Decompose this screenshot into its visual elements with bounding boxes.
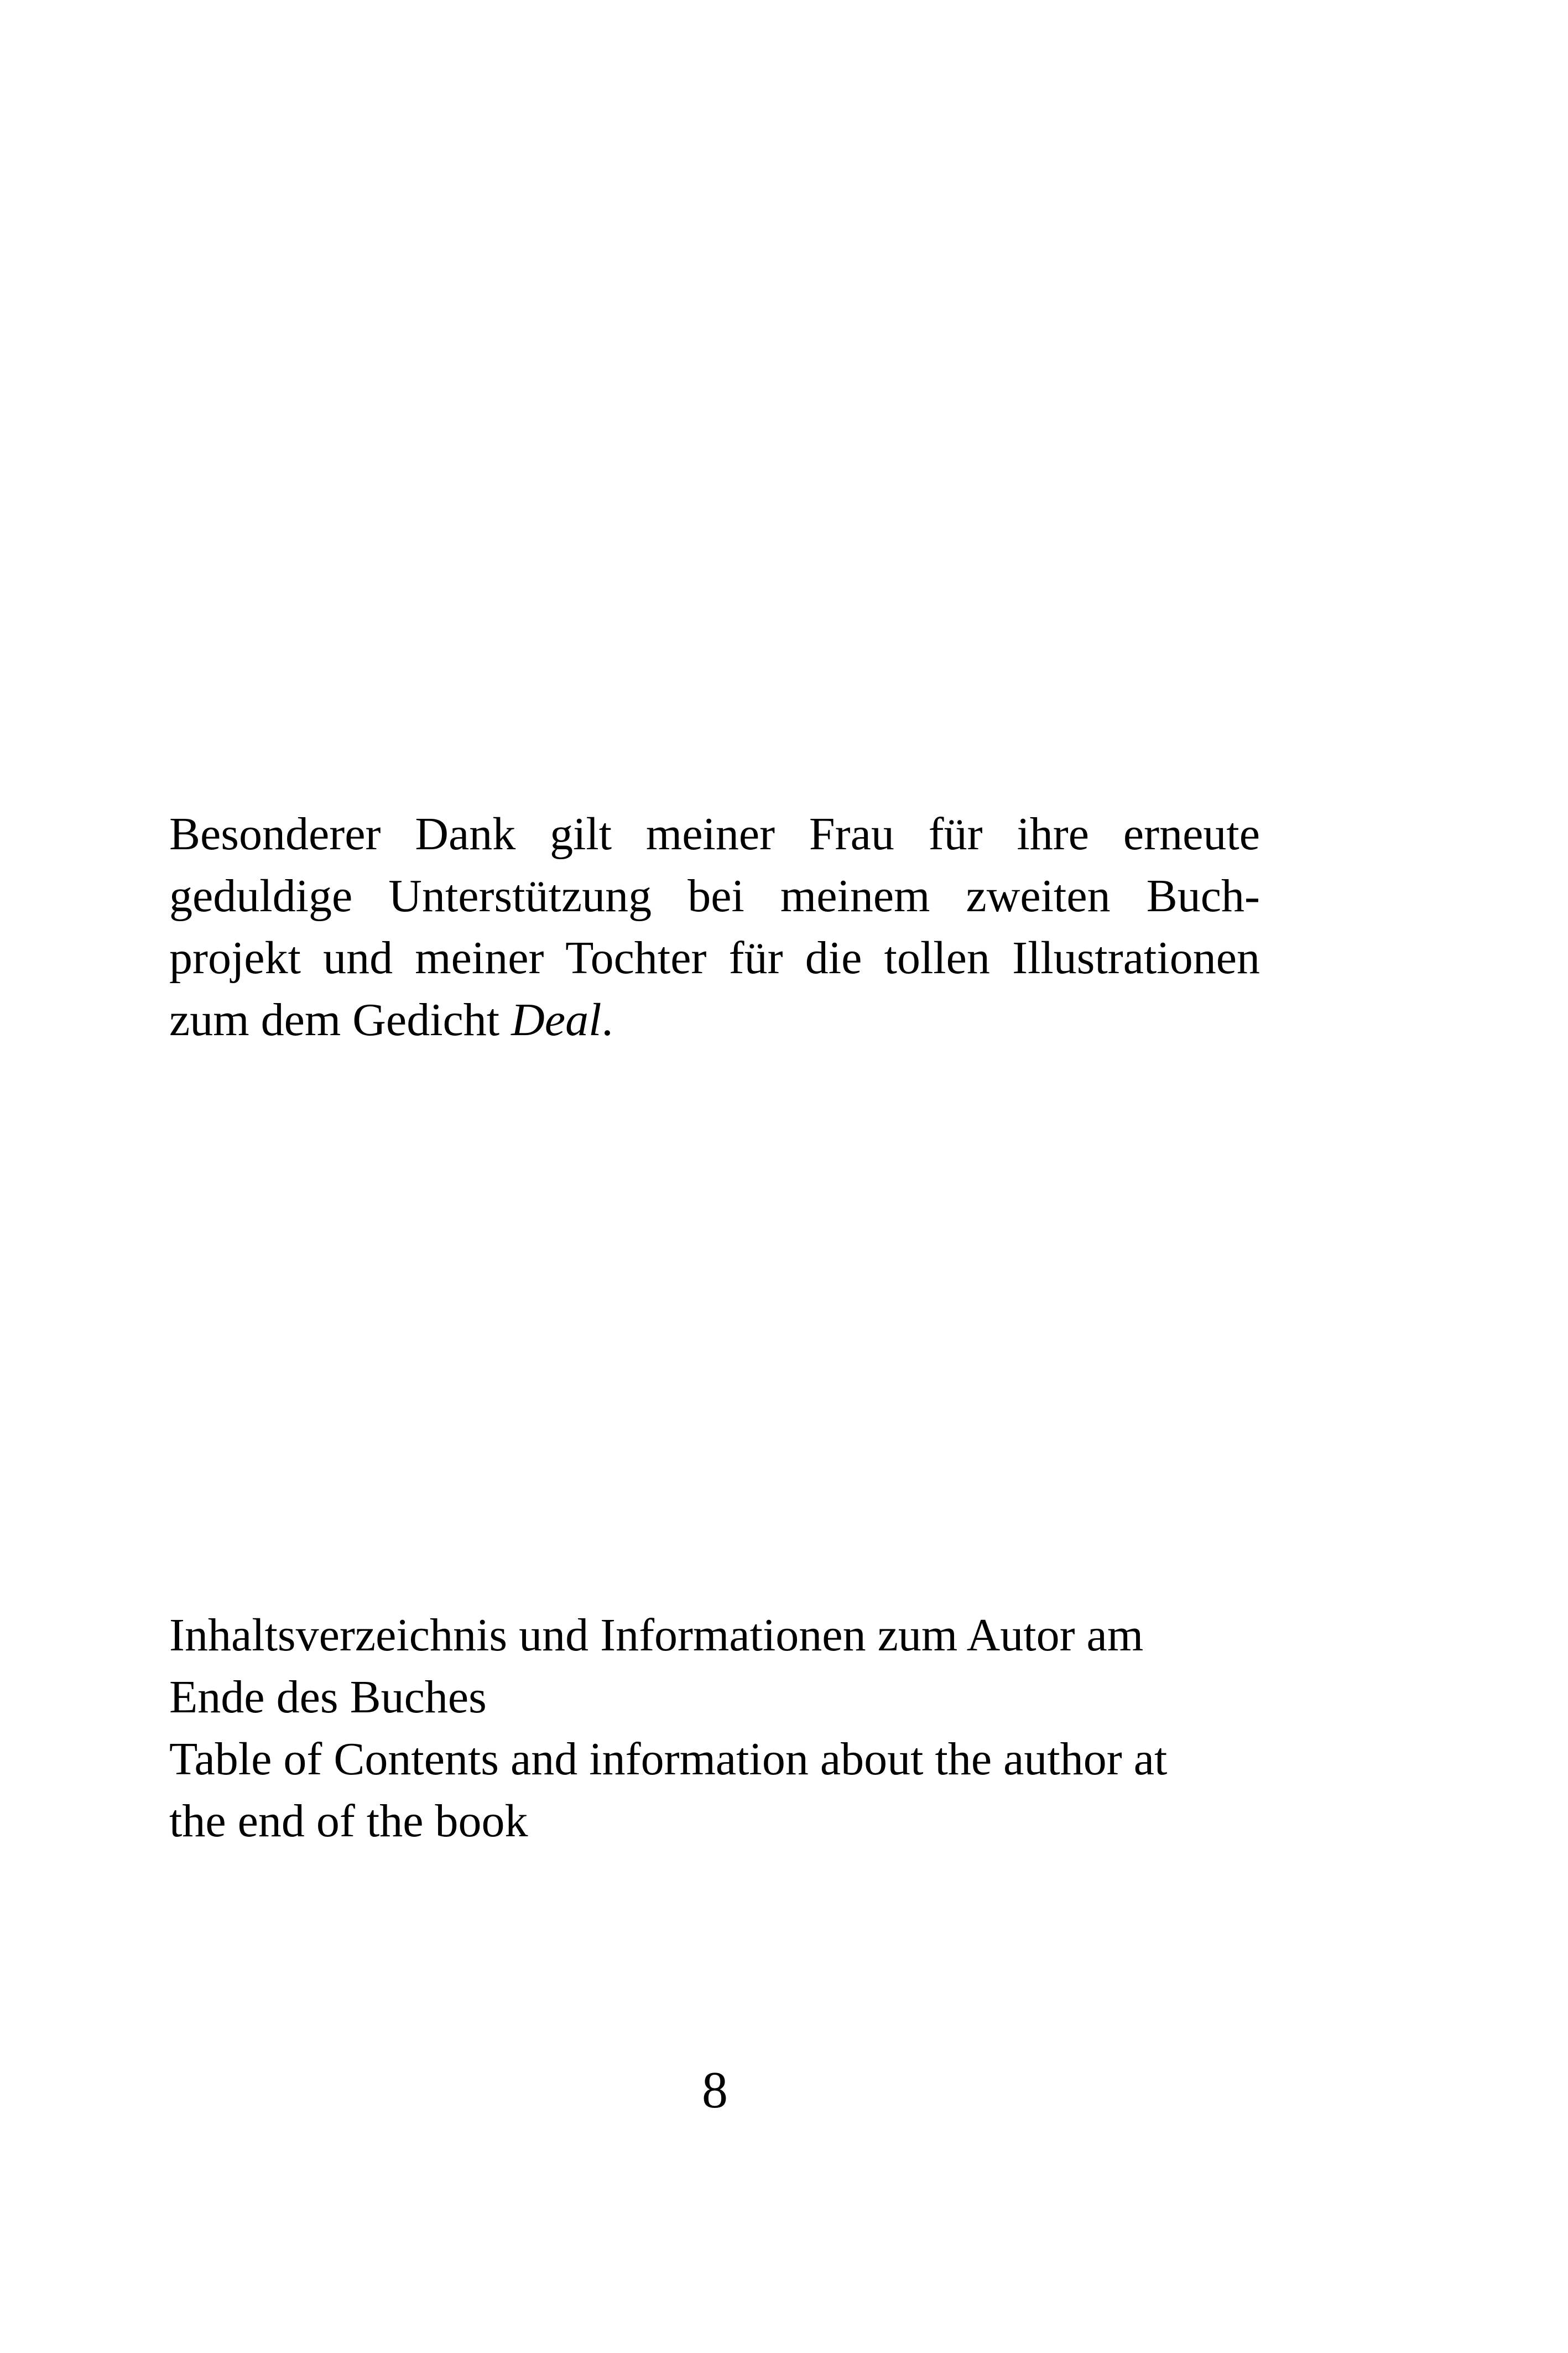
dedication-line-2: geduldige Unterstützung bei meinem zweiten Buch-: [169, 870, 1260, 922]
dedication-line-4: [169, 989, 1260, 1051]
dedication-line-3: projekt und meiner Tochter für die tollen Illustrationen: [169, 932, 1260, 984]
poem-title: Deal: [511, 994, 602, 1046]
info-line-3: Table of Contents and information about the author at: [169, 1733, 1168, 1785]
dedication-line-1: Besonderer Dank gilt meiner Frau für ihre erneute: [169, 808, 1260, 860]
book-info-note: [169, 1604, 1260, 1852]
dedication-line-4-suffix: .: [601, 994, 613, 1046]
info-line-4: the end of the book: [169, 1795, 528, 1847]
dedication-line-4-prefix: zum dem Gedicht: [169, 994, 512, 1046]
page-number-container: [0, 2057, 1430, 2123]
info-line-2: Ende des Buches: [169, 1671, 487, 1723]
info-line-1: Inhaltsverzeichnis und Informationen zum Autor am: [169, 1609, 1144, 1661]
page-number: 8: [702, 2061, 728, 2119]
dedication-paragraph: [169, 803, 1260, 1051]
